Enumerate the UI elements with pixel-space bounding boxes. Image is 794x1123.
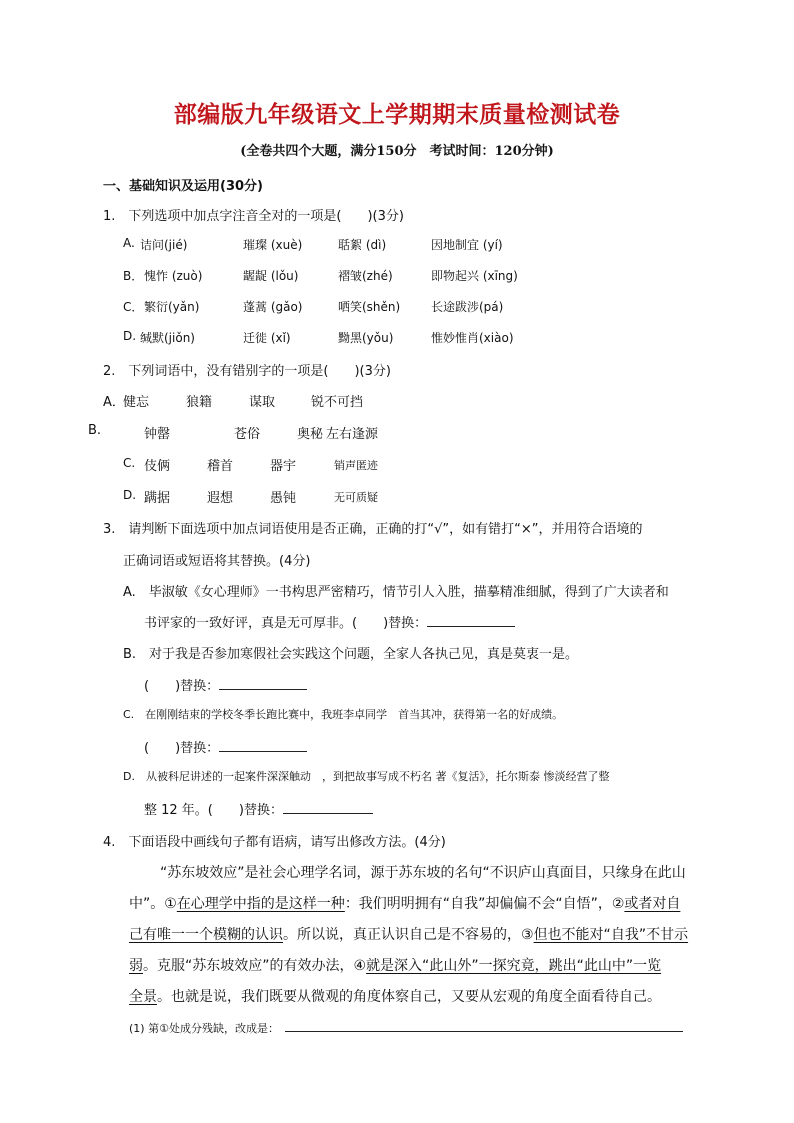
question-2-stem: 2. 下列词语中，没有错别字的一项是( )(3分) — [103, 364, 391, 379]
question-3-a-line2: 书评家的一致好评，真是无可厚非。( )替换： — [144, 612, 515, 631]
passage-line-4: 弱。克服“苏东坡效应”的有效办法，④就是深入“此山外”一探究竟，跳出“此山中”一览 — [129, 958, 662, 974]
question-3-stem-line1: 3. 请判断下面选项中加点词语使用是否正确，正确的打“√”，如有错打“×”，并用符合语境的 — [103, 522, 643, 537]
question-4-sub-1: (1) 第①处成分残缺，改成是： — [129, 1019, 683, 1036]
answer-blank-c[interactable] — [219, 739, 307, 752]
page-subtitle: (全卷共四个大题，满分150分 考试时间：120分钟) — [240, 144, 554, 159]
question-3-d-line1: D. 从被科尼讲述的一起案件深深触动 ，到把故事写成不朽名 著《复活》，托尔斯泰 惨淡经营了整 — [123, 770, 610, 783]
question-3-b-line2: ( )替换： — [144, 675, 307, 694]
passage-line-1: “苏东坡效应”是社会心理学名词，源于苏东坡的名句“不识庐山真面目，只缘身在此山 — [160, 865, 686, 881]
question-3-d-line2: 整 12 年。( )替换： — [144, 799, 373, 818]
passage-line-5: 全景。也就是说，我们既要从微观的角度体察自己，又要从宏观的角度全面看待自己。 — [129, 989, 661, 1005]
question-3-c-line2: ( )替换： — [144, 737, 307, 756]
question-1-stem: 1. 下列选项中加点字注音全对的一项是( )(3分) — [103, 209, 404, 224]
question-3-c-line1: C. 在刚刚结束的学校冬季长跑比赛中，我班李卓同学 首当其冲，获得第一名的好成绩。 — [123, 708, 564, 721]
answer-line-sub-1[interactable] — [285, 1019, 683, 1032]
answer-blank-b[interactable] — [219, 677, 307, 690]
section-heading: 一、基础知识及运用(30分) — [103, 179, 263, 194]
question-3-b-line1: B. 对于我是否参加寒假社会实践这个问题，全家人各执己见，真是莫衷一是。 — [123, 647, 579, 662]
question-3-a-line1: A. 毕淑敏《女心理师》一书构思严密精巧，情节引人入胜，描摹精准细腻，得到了广大读者和 — [123, 585, 669, 600]
answer-blank-d[interactable] — [283, 801, 373, 814]
passage-line-2: 中”。①在心理学中指的是这样一种：我们明明拥有“自我”却偏偏不会“自悟”，②或者对自 — [129, 896, 681, 912]
answer-blank-a[interactable] — [427, 614, 515, 627]
passage-line-3: 己有唯一一个模糊的认识。所以说，真正认识自己是不容易的，③但也不能对“自我”不甘示 — [129, 927, 689, 943]
question-3-stem-line2: 正确词语或短语将其替换。(4分) — [123, 554, 311, 569]
question-4-stem: 4. 下面语段中画线句子都有语病，请写出修改方法。(4分) — [103, 835, 446, 850]
page-title: 部编版九年级语文上学期期末质量检测试卷 — [173, 101, 621, 128]
